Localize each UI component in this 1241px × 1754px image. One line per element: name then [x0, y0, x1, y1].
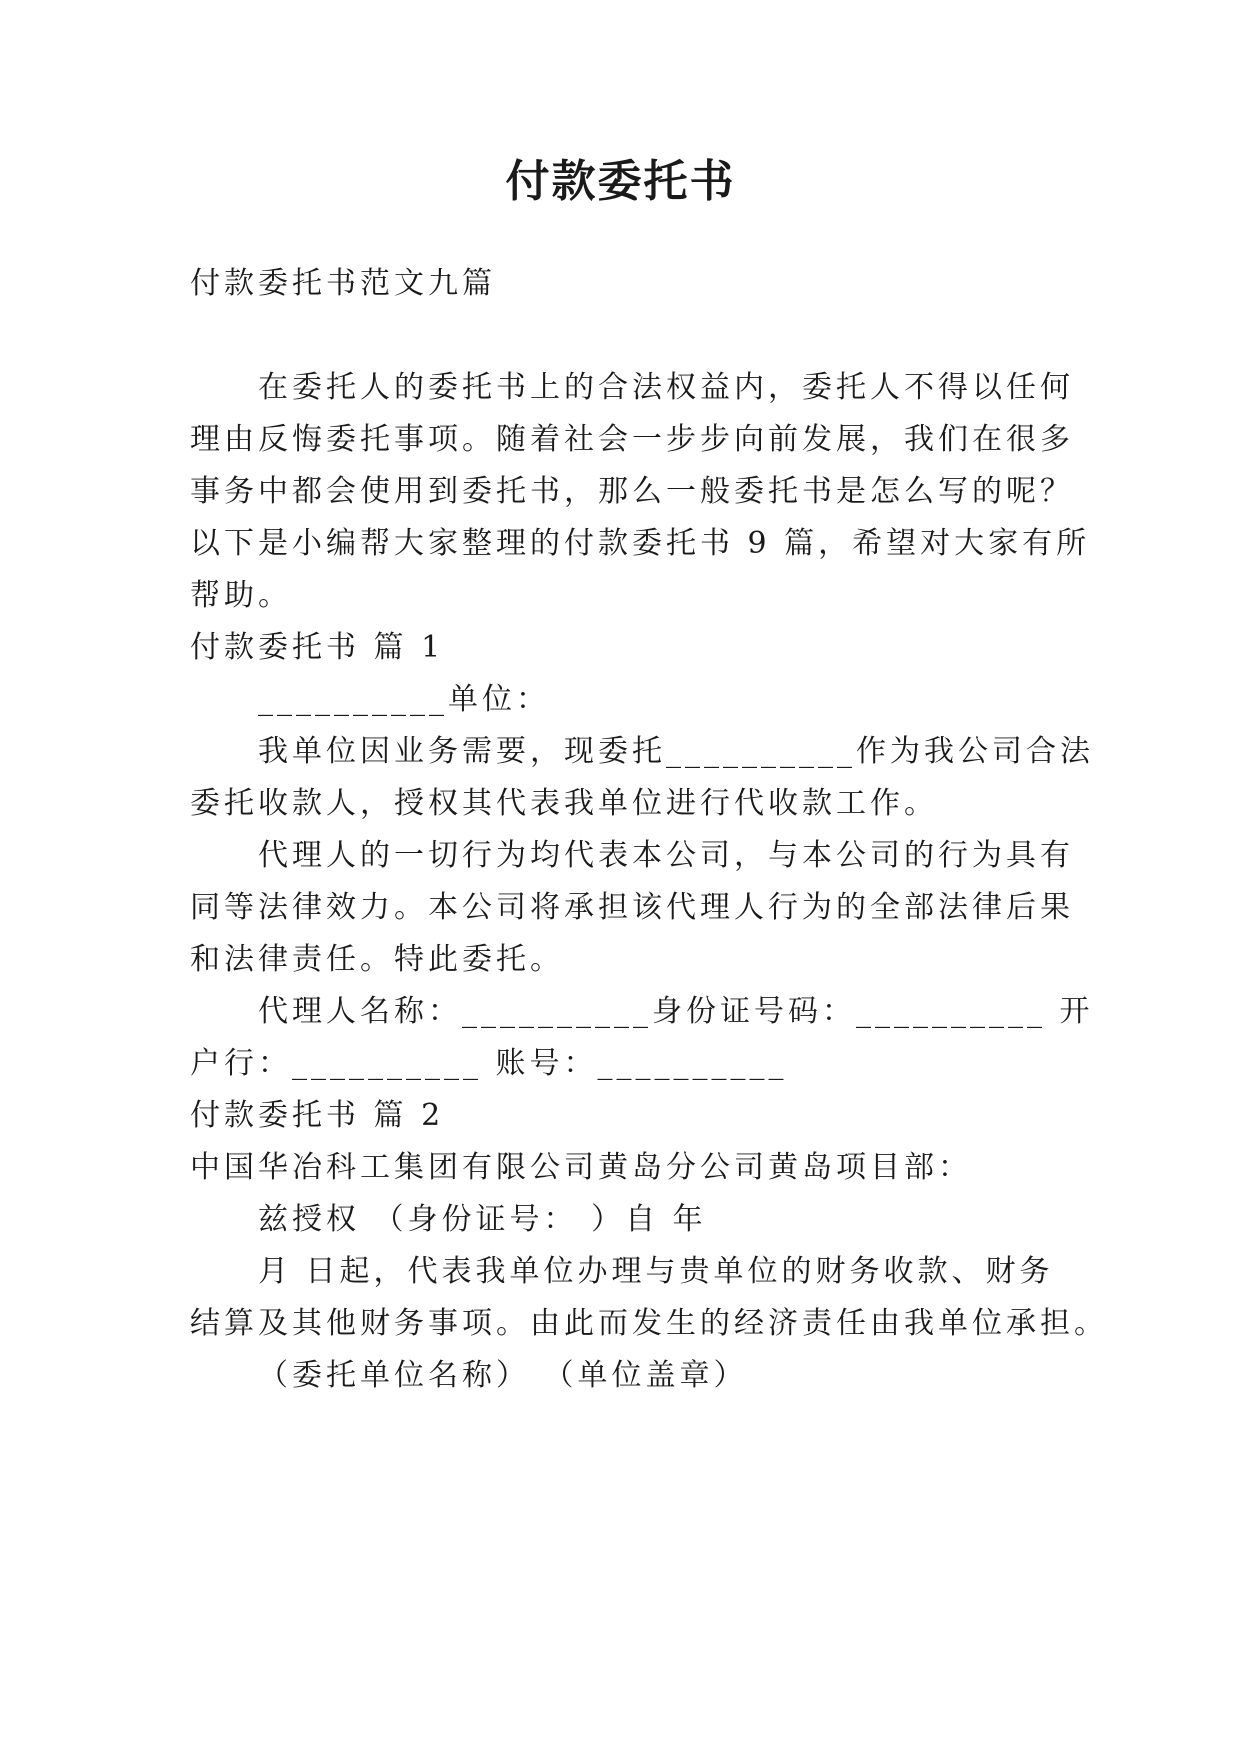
- paragraph-line: 结算及其他财务事项。由此而发生的经济责任由我单位承担。: [190, 1306, 1108, 1341]
- intro-line: 以下是小编帮大家整理的付款委托书 9 篇，希望对大家有所: [190, 526, 1091, 561]
- paragraph-line: __________单位：: [258, 682, 550, 717]
- paragraph-line: 和法律责任。特此委托。: [190, 942, 564, 977]
- paragraph-line: 代理人的一切行为均代表本公司，与本公司的行为具有: [258, 838, 1074, 873]
- document-subtitle: 付款委托书范文九篇: [190, 266, 496, 301]
- paragraph-line: 中国华冶科工集团有限公司黄岛分公司黄岛项目部：: [190, 1150, 972, 1185]
- intro-line: 帮助。: [190, 578, 292, 613]
- document-title: 付款委托书: [505, 156, 736, 207]
- paragraph-line: 代理人名称：__________身份证号码：__________ 开: [258, 994, 1094, 1029]
- intro-line: 理由反悔委托事项。随着社会一步步向前发展，我们在很多: [190, 422, 1074, 457]
- paragraph-line: 委托收款人，授权其代表我单位进行代收款工作。: [190, 786, 938, 821]
- intro-line: 事务中都会使用到委托书，那么一般委托书是怎么写的呢？: [190, 474, 1074, 509]
- section-heading: 付款委托书 篇 1: [190, 630, 445, 665]
- paragraph-line: 户行：__________ 账号：__________: [190, 1046, 788, 1081]
- paragraph-line: （委托单位名称） （单位盖章）: [258, 1358, 748, 1393]
- paragraph-line: 我单位因业务需要，现委托__________作为我公司合法: [258, 734, 1094, 769]
- intro-line: 在委托人的委托书上的合法权益内，委托人不得以任何: [258, 370, 1074, 405]
- paragraph-line: 月 日起，代表我单位办理与贵单位的财务收款、财务: [258, 1254, 1054, 1289]
- paragraph-line: 兹授权 （身份证号： ）自 年: [258, 1202, 707, 1237]
- paragraph-line: 同等法律效力。本公司将承担该代理人行为的全部法律后果: [190, 890, 1074, 925]
- section-heading: 付款委托书 篇 2: [190, 1098, 445, 1133]
